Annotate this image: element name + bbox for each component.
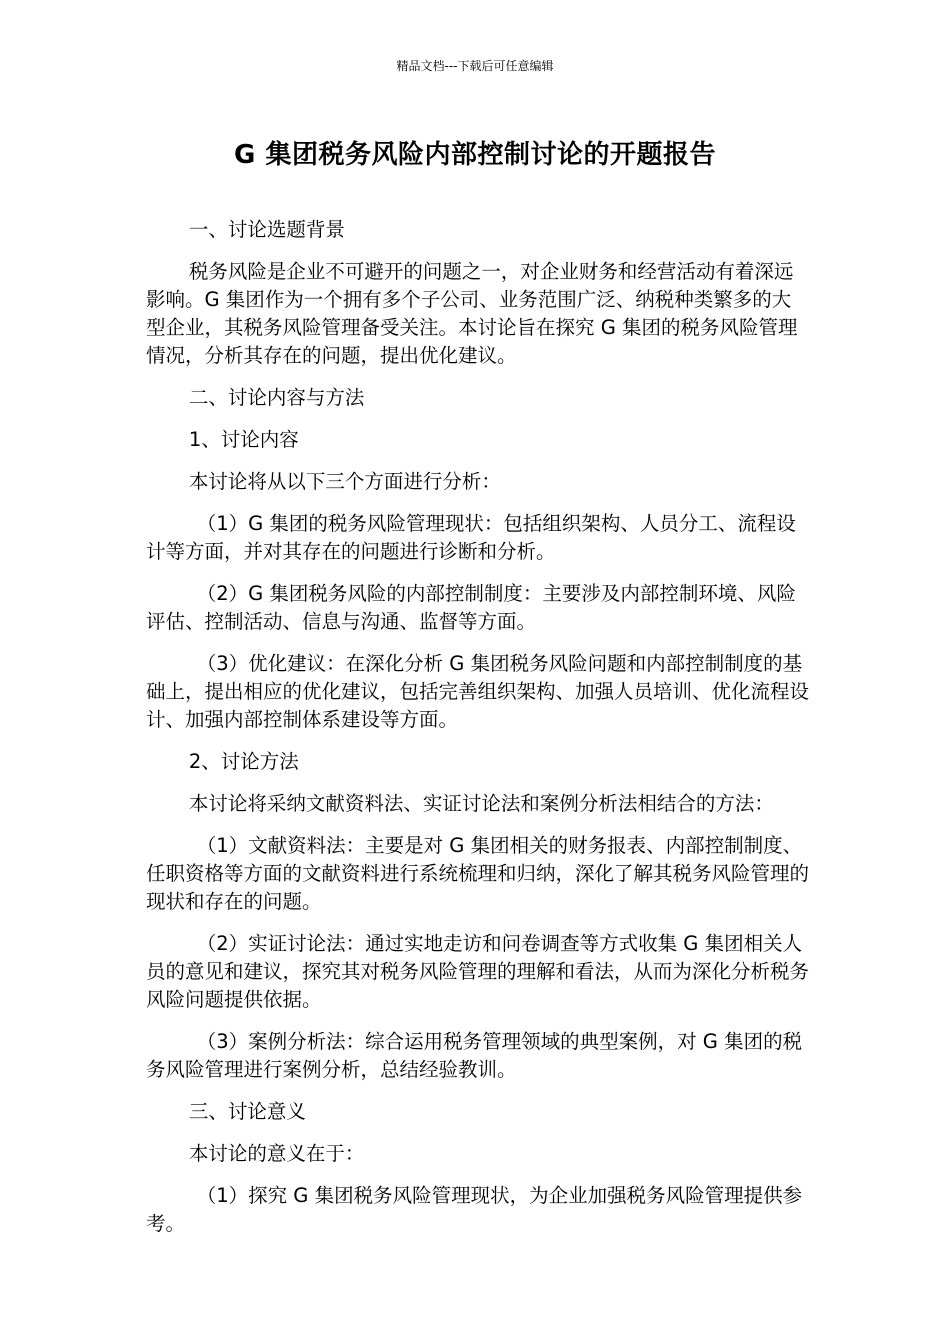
section-heading-significance: 三、讨论意义	[188, 1100, 306, 1123]
paragraph-content-intro: 本讨论将从以下三个方面进行分析：	[188, 470, 501, 493]
subheading-content: 1、讨论内容	[188, 428, 299, 451]
page-header: 精品文档---下载后可任意编辑	[396, 59, 554, 73]
list-item-method-2: （2）实证讨论法：通过实地走访和问卷调查等方式收集 G 集团相关人员的意见和建议，探究其对税务风险管理的理解和看法，从而为深化分析税务风险问题提供依据。	[146, 932, 810, 1011]
list-item-content-1: （1）G 集团的税务风险管理现状：包括组织架构、人员分工、流程设计等方面，并对其存在的问题进行诊断和分析。	[146, 512, 796, 563]
document-body	[146, 216, 810, 1252]
paragraph-background: 税务风险是企业不可避开的问题之一，对企业财务和经营活动有着深远影响。G 集团作为一个拥有多个子公司、业务范围广泛、纳税种类繁多的大型企业，其税务风险管理备受关注。本讨论旨在探究 G 集团的税务风险管理情况，分析其存在的问题，提出优化建议。	[146, 260, 798, 367]
list-item-method-1: （1）文献资料法：主要是对 G 集团相关的财务报表、内部控制制度、任职资格等方面的文献资料进行系统梳理和归纳，深化了解其税务风险管理的现状和存在的问题。	[146, 834, 810, 913]
document-title: G 集团税务风险内部控制讨论的开题报告	[234, 140, 716, 170]
list-item-content-2: （2）G 集团税务风险的内部控制制度：主要涉及内部控制环境、风险评估、控制活动、信息与沟通、监督等方面。	[146, 582, 796, 633]
list-item-content-3: （3）优化建议：在深化分析 G 集团税务风险问题和内部控制制度的基础上，提出相应的优化建议，包括完善组织架构、加强人员培训、优化流程设计、加强内部控制体系建设等方面。	[146, 652, 810, 731]
subheading-method: 2、讨论方法	[188, 750, 299, 773]
list-item-significance-1: （1）探究 G 集团税务风险管理现状，为企业加强税务风险管理提供参考。	[146, 1184, 803, 1235]
section-heading-content-method: 二、讨论内容与方法	[188, 386, 365, 409]
paragraph-method-intro: 本讨论将采纳文献资料法、实证讨论法和案例分析法相结合的方法：	[188, 792, 774, 815]
list-item-method-3: （3）案例分析法：综合运用税务管理领域的典型案例，对 G 集团的税务风险管理进行案例分析，总结经验教训。	[146, 1030, 803, 1081]
section-heading-background: 一、讨论选题背景	[188, 218, 345, 241]
paragraph-significance-intro: 本讨论的意义在于：	[188, 1142, 365, 1165]
